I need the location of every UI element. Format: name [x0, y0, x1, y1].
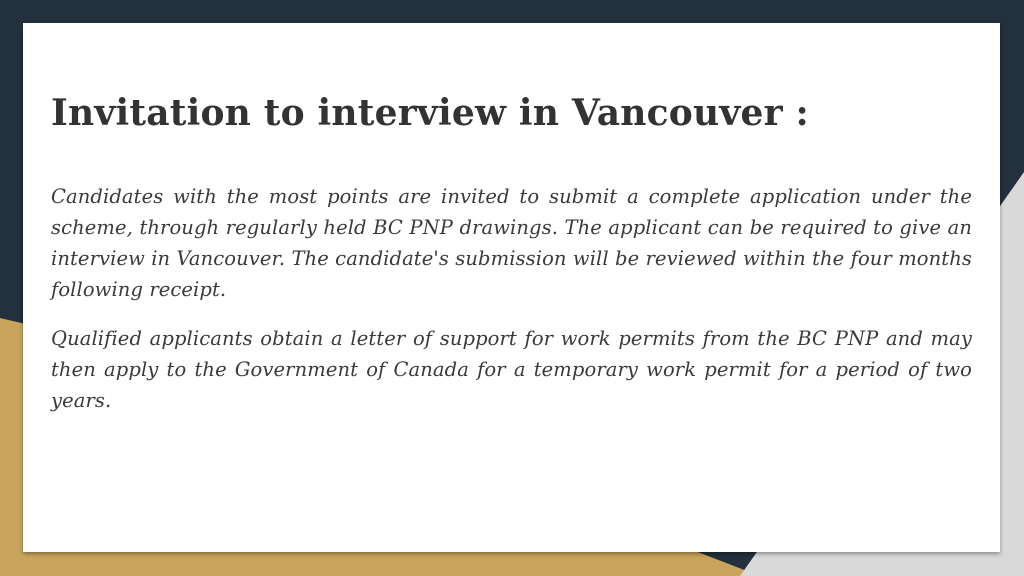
paragraph-work-permit: Qualified applicants obtain a letter of support for work permits from the BC PNP and may then apply to the Government of Canada for a temporary work permit for a period of two years. [51, 327, 972, 412]
slide-title: Invitation to interview in Vancouver : [51, 92, 809, 134]
slide-card [23, 23, 1000, 552]
paragraph-interview: Candidates with the most points are invited to submit a complete application under the scheme, through regularly held BC PNP drawings. The applicant can be required to give an interview in Vancouver. The candidate's submission will be reviewed within the four months following receipt. [51, 185, 972, 301]
slide-body [51, 181, 972, 416]
